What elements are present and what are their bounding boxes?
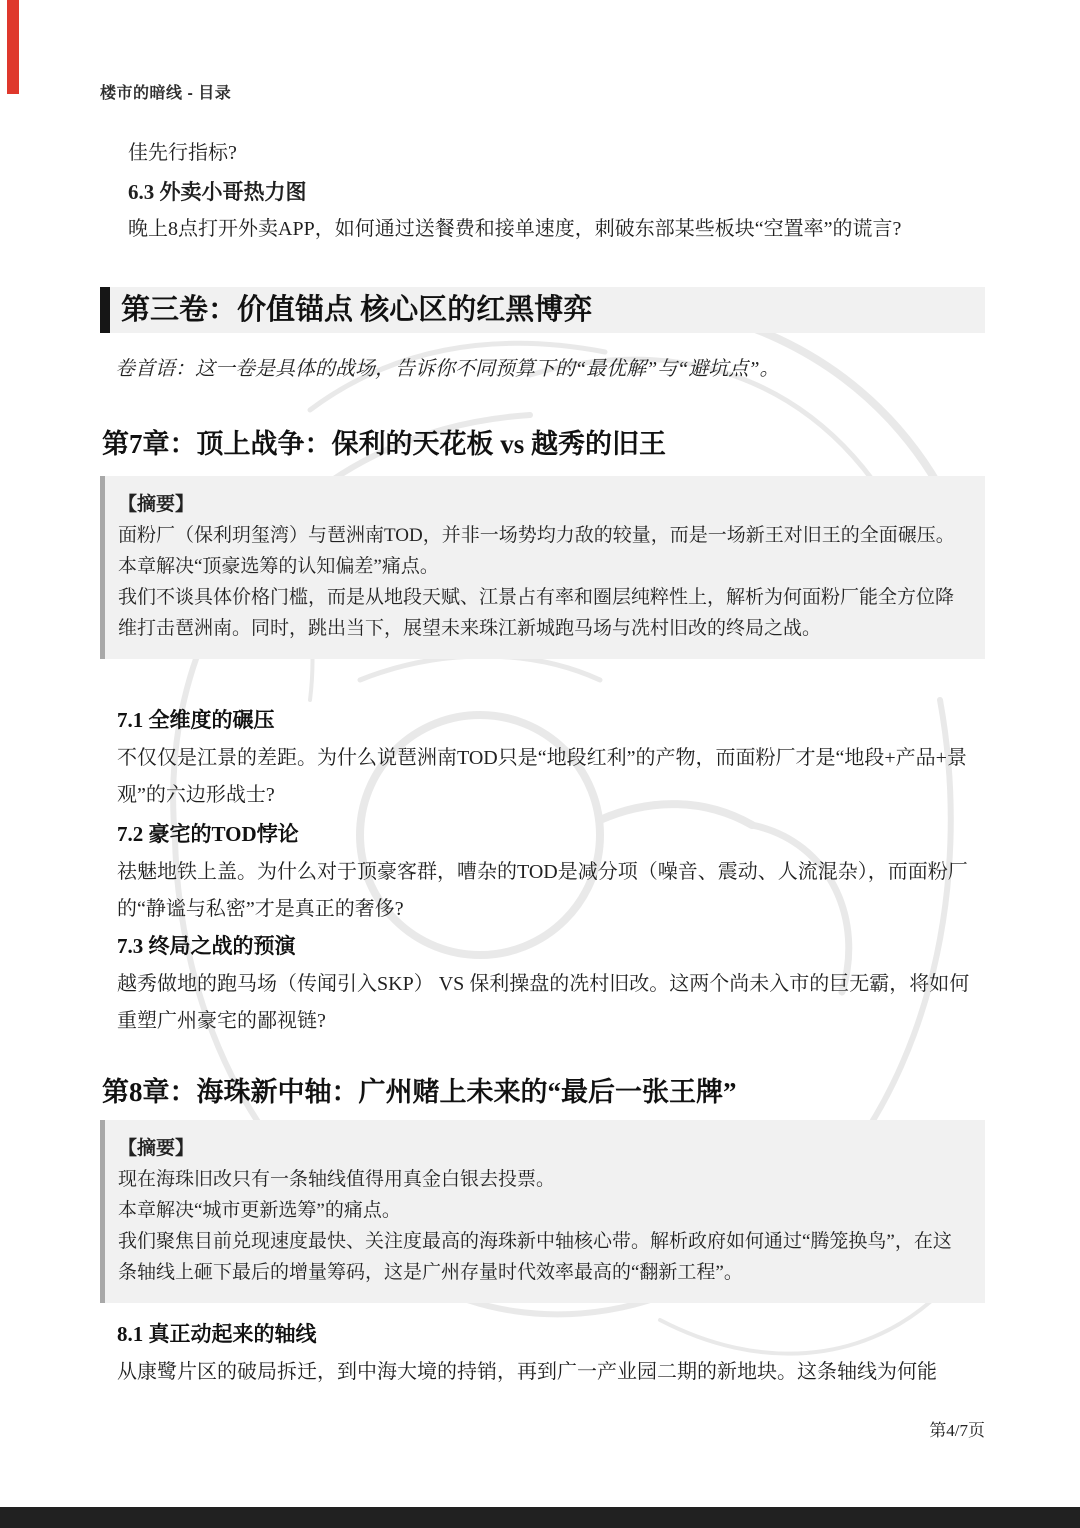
chapter-8-title: 第8章：海珠新中轴：广州赌上未来的“最后一张王牌” bbox=[102, 1077, 737, 1107]
abstract-paragraph: 面粉厂（保利玥玺湾）与琶洲南TOD，并非一场势均力敌的较量，而是一场新王对旧王的全面碾压。 bbox=[118, 525, 955, 546]
document-header: 楼市的暗线 - 目录 bbox=[100, 85, 232, 102]
section-7-3-title: 7.3 终局之战的预演 bbox=[117, 934, 296, 958]
abstract-label: 【摘要】 bbox=[118, 1138, 195, 1159]
page-number: 第4/7页 bbox=[929, 1421, 985, 1440]
abstract-paragraph: 本章解决“顶豪选筹的认知偏差”痛点。 bbox=[118, 556, 439, 577]
volume-3-epigraph: 卷首语：这一卷是具体的战场，告诉你不同预算下的“最优解”与“避坑点”。 bbox=[115, 358, 780, 380]
section-6-3-desc: 晚上8点打开外卖APP，如何通过送餐费和接单速度，刺破东部某些板块“空置率”的谎言? bbox=[128, 218, 902, 240]
abstract-paragraph: 我们不谈具体价格门槛，而是从地段天赋、江景占有率和圈层纯粹性上，解析为何面粉厂能全方位降维打击琶洲南。同时，跳出当下，展望未来珠江新城跑马场与冼村旧改的终局之战。 bbox=[118, 587, 955, 639]
abstract-label: 【摘要】 bbox=[118, 494, 195, 515]
chapter-8-abstract-box bbox=[100, 1120, 985, 1303]
bottom-bar bbox=[0, 1507, 1080, 1528]
red-bookmark-strip bbox=[7, 0, 19, 94]
abstract-paragraph: 我们聚焦目前兑现速度最快、关注度最高的海珠新中轴核心带。解析政府如何通过“腾笼换鸟”，在这条轴线上砸下最后的增量筹码，这是广州存量时代效率最高的“翻新工程”。 bbox=[118, 1231, 952, 1283]
volume-3-title: 第三卷：价值锚点 核心区的红黑博弈 bbox=[121, 294, 593, 326]
abstract-paragraph: 本章解决“城市更新选筹”的痛点。 bbox=[118, 1200, 401, 1221]
section-7-1-desc: 不仅仅是江景的差距。为什么说琶洲南TOD只是“地段红利”的产物，而面粉厂才是“地段+产品+景观”的六边形战士? bbox=[117, 747, 967, 806]
section-6-3-title: 6.3 外卖小哥热力图 bbox=[128, 180, 307, 204]
section-7-2-title: 7.2 豪宅的TOD悖论 bbox=[117, 822, 299, 846]
volume-3-header-band bbox=[100, 287, 985, 333]
section-8-1-title: 8.1 真正动起来的轴线 bbox=[117, 1322, 317, 1346]
section-7-1-title: 7.1 全维度的碾压 bbox=[117, 708, 275, 732]
abstract-paragraph: 现在海珠旧改只有一条轴线值得用真金白银去投票。 bbox=[118, 1169, 556, 1190]
carryover-text: 佳先行指标? bbox=[128, 142, 237, 164]
chapter-7-title: 第7章：顶上战争：保利的天花板 vs 越秀的旧王 bbox=[102, 429, 667, 459]
chapter-7-abstract-box bbox=[100, 476, 985, 659]
section-7-2-desc: 祛魅地铁上盖。为什么对于顶豪客群，嘈杂的TOD是减分项（噪音、震动、人流混杂），而面粉厂的“静谧与私密”才是真正的奢侈? bbox=[117, 861, 968, 920]
section-8-1-desc: 从康鹭片区的破局拆迁，到中海大境的持销，再到广一产业园二期的新地块。这条轴线为何能 bbox=[117, 1361, 937, 1383]
section-7-3-desc: 越秀做地的跑马场（传闻引入SKP） VS 保利操盘的冼村旧改。这两个尚未入市的巨无霸，将如何重塑广州豪宅的鄙视链? bbox=[117, 973, 970, 1032]
